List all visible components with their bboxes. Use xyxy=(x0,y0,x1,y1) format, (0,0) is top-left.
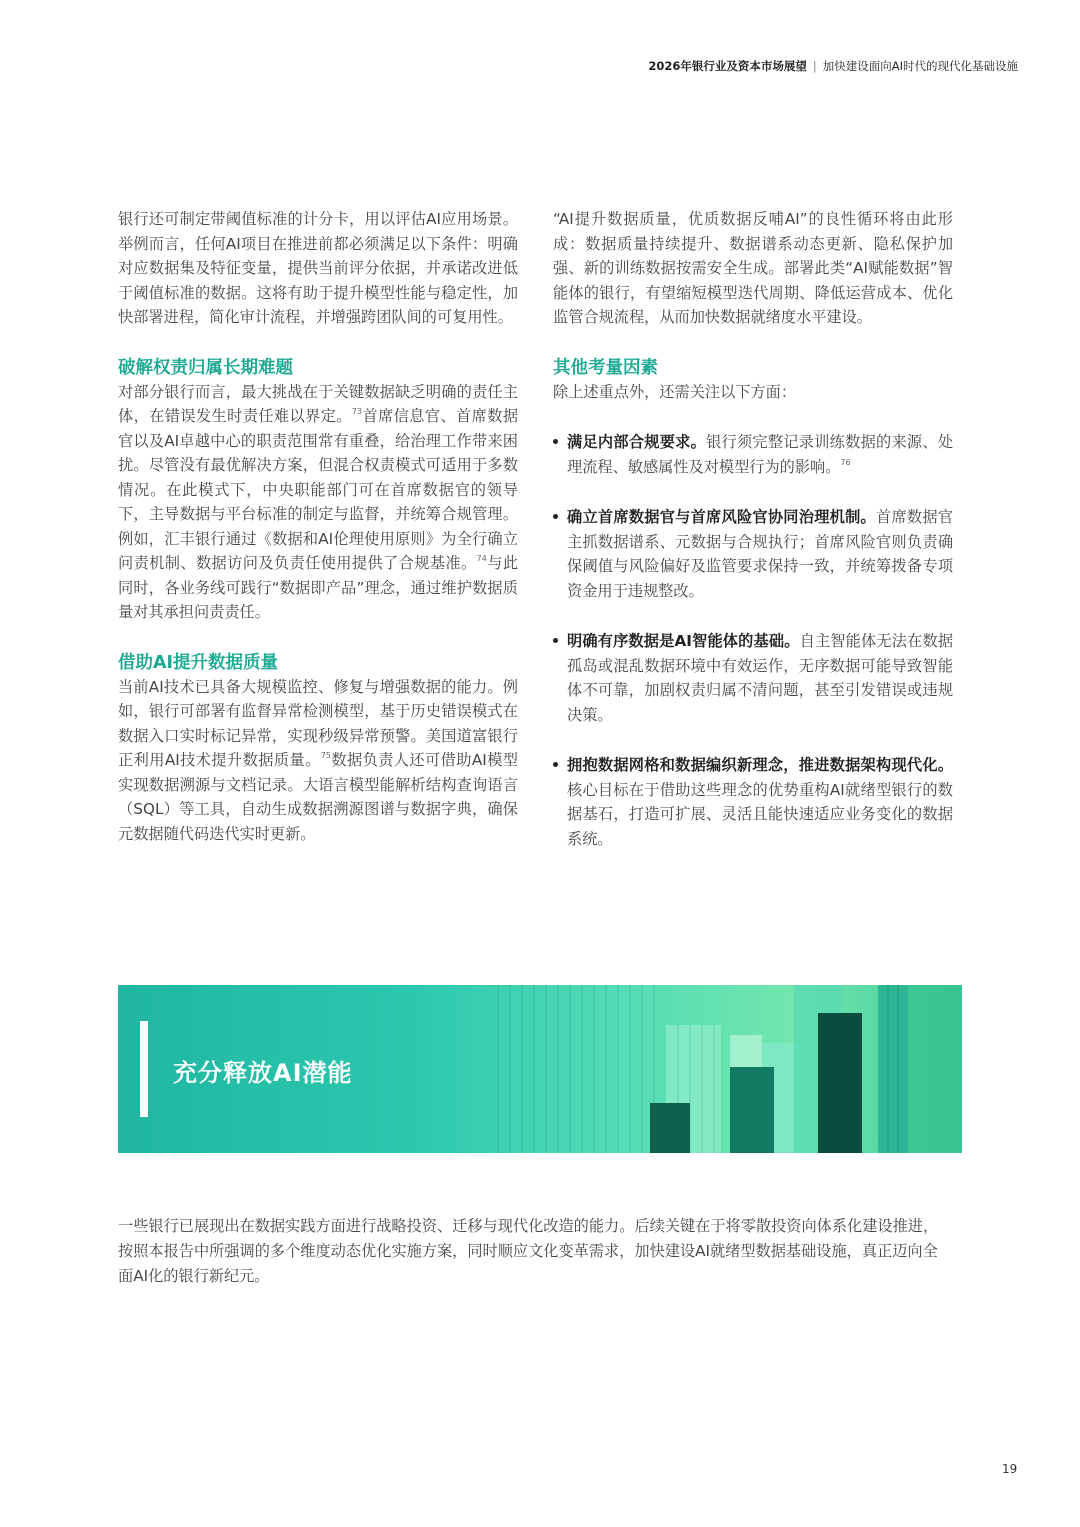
right-intro-paragraph: “AI提升数据质量，优质数据反哺AI”的良性循环将由此形成：数据质量持续提升、数据谱系动态更新、隐私保护加强、新的训练数据按需安全生成。部署此类“AI赋能数据”智能体的银行，有望缩短模型迭代周期、降低运营成本、优化监管合规流程，从而加快数据就绪度水平建设。 xyxy=(553,210,953,326)
right-column xyxy=(553,207,953,851)
heading-other-considerations: 其他考量因素 xyxy=(553,357,658,378)
footnote-ref[interactable]: 75 xyxy=(320,751,331,760)
bullet-item: 明确有序数据是AI智能体的基础。自主智能体无法在数据孤岛或混乱数据环境中有效运作，无序数据可能导致智能体不可靠，加剧权责归属不清问题，甚至引发错误或违规决策。 xyxy=(553,629,953,727)
report-title: 2026年银行业及资本市场展望 xyxy=(648,59,807,73)
page-header xyxy=(648,58,1018,74)
banner-title: 充分释放AI潜能 xyxy=(173,1059,353,1087)
left-intro-paragraph: 银行还可制定带阈值标准的计分卡，用以评估AI应用场景。举例而言，任何AI项目在推进前都必须满足以下条件：明确对应数据集及特征变量，提供当前评分依据，并承诺改进低于阈值标准的数据。这将有助于提升模型性能与稳定性，加快部署进程，简化审计流程，并增强跨团队间的可复用性。 xyxy=(118,210,518,326)
footnote-ref[interactable]: 74 xyxy=(476,554,487,563)
accountability-paragraph: 对部分银行而言，最大挑战在于关键数据缺乏明确的责任主体，在错误发生时责任难以界定。$^{73}$首席信息官、首席数据官以及AI卓越中心的职责范围常有重叠，给治理工作带来困扰。尽管没有最优解决方案，但混合权责模式可适用于多数情况。在此模式下，中央职能部门可在首席数据官的领导下，主导数据与平台标准的制定与监督，并统筹合规管理。例如，汇丰银行通过《数据和AI伦理使用原则》为全行确立问责机制、数据访问及负责任使用提供了合规基准。$^{74}$与此同时，各业务线可践行“数据即产品”理念，通过维护数据质量对其承担问责责任。 xyxy=(118,382,519,621)
bullet-item: 满足内部合规要求。银行须完整记录训练数据的来源、处理流程、敏感属性及对模型行为的影响。$^{76}$ xyxy=(553,430,953,479)
bullet-item: 确立首席数据官与首席风险官协同治理机制。首席数据官主抓数据谱系、元数据与合规执行；首席风险官则负责确保阈值与风险偏好及监管要求保持一致，并统筹拨备专项资金用于违规整改。 xyxy=(553,505,953,603)
footnote-ref[interactable]: 73 xyxy=(351,407,363,416)
closing-paragraph: 一些银行已展现出在数据实践方面进行战略投资、迁移与现代化改造的能力。后续关键在于将零散投资向体系化建设推进，按照本报告中所强调的多个维度动态优化实施方案，同时顺应文化变革需求，加快建设AI就绪型数据基础设施，真正迈向全面AI化的银行新纪元。 xyxy=(118,1217,939,1285)
section-banner xyxy=(118,985,962,1153)
section-title: 加快建设面向AI时代的现代化基础设施 xyxy=(822,59,1018,73)
considerations-lead: 除上述重点外，还需关注以下方面： xyxy=(553,382,796,401)
heading-data-quality: 借助AI提升数据质量 xyxy=(118,652,279,673)
left-column xyxy=(118,207,518,846)
data-quality-paragraph: 当前AI技术已具备大规模监控、修复与增强数据的能力。例如，银行可部署有监督异常检测模型，基于历史错误模式在数据入口实时标记异常，实现秒级异常预警。美国道富银行正利用AI技术提升数据质量。$^{75}$数据负责人还可借助AI模型实现数据溯源与文档记录。大语言模型能解析结构查询语言（SQL）等工具，自动生成数据溯源图谱与数据字典，确保元数据随代码迭代实时更新。 xyxy=(118,677,518,843)
header-separator: | xyxy=(812,59,817,73)
bullet-item: 拥抱数据网格和数据编织新理念，推进数据架构现代化。核心目标在于借助这些理念的优势重构AI就绪型银行的数据基石，打造可扩展、灵活且能快速适应业务变化的数据系统。 xyxy=(553,753,953,851)
banner-accent-bar xyxy=(140,1021,148,1117)
heading-accountability: 破解权责归属长期难题 xyxy=(118,357,293,378)
page-number: 19 xyxy=(1002,1462,1018,1476)
footnote-ref[interactable]: 76 xyxy=(840,457,851,467)
